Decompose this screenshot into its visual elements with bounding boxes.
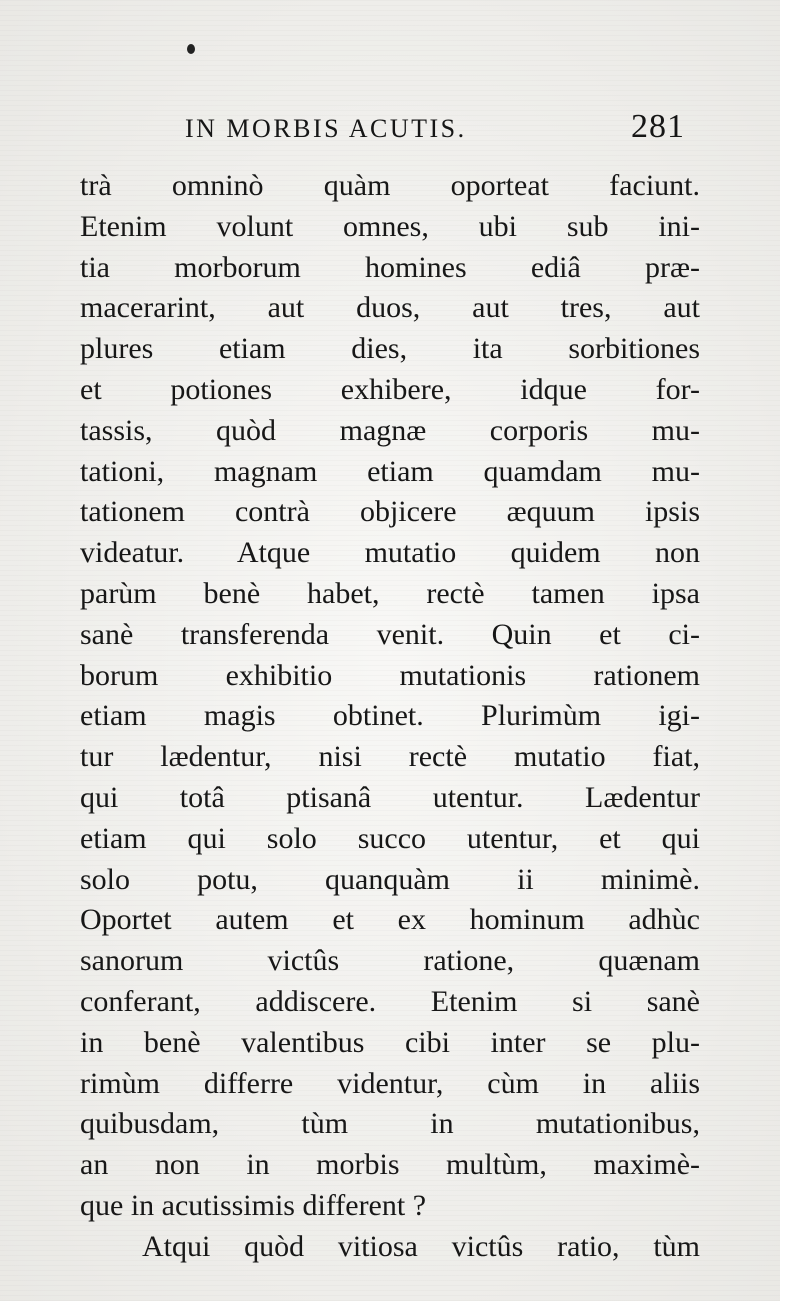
text-line: et potiones exhibere, idque for- <box>80 372 700 406</box>
text-line: solo potu, quanquàm ii minimè. <box>80 862 700 896</box>
text-line: borum exhibitio mutationis rationem <box>80 658 700 692</box>
text-line: sanè transferenda venit. Quin et ci- <box>80 617 700 651</box>
text-line: rimùm differre videntur, cùm in aliis <box>80 1066 700 1100</box>
text-line: in benè valentibus cibi inter se plu- <box>80 1025 700 1059</box>
text-line: trà omninò quàm oporteat faciunt. <box>80 169 700 202</box>
text-line: tationem contrà objicere æquum ipsis <box>80 495 700 529</box>
paragraph-start-line: Atqui quòd vitiosa victûs ratio, tùm <box>142 1229 700 1263</box>
text-line: tationi, magnam etiam quamdam mu- <box>80 454 700 488</box>
text-line: tia morborum homines ediâ præ- <box>80 250 700 284</box>
text-line: macerarint, aut duos, aut tres, aut <box>80 291 700 325</box>
text-line: Etenim volunt omnes, ubi sub ini- <box>80 209 700 243</box>
text-line: tassis, quòd magnæ corporis mu- <box>80 413 700 447</box>
text-line: videatur. Atque mutatio quidem non <box>80 536 700 570</box>
text-line: plures etiam dies, ita sorbitiones <box>80 332 700 366</box>
text-line: conferant, addiscere. Etenim si sanè <box>80 984 700 1018</box>
text-line: an non in morbis multùm, maximè- <box>80 1148 700 1182</box>
text-line: qui totâ ptisanâ utentur. Lædentur <box>80 780 700 814</box>
text-line: que in acutissimis different ? <box>80 1188 427 1222</box>
body-text <box>80 166 700 1268</box>
page-header <box>185 108 685 152</box>
text-line: tur lædentur, nisi rectè mutatio fiat, <box>80 740 700 774</box>
text-line: sanorum victûs ratione, quænam <box>80 944 700 978</box>
text-line: etiam qui solo succo utentur, et qui <box>80 821 700 855</box>
page-number: 281 <box>631 108 685 145</box>
ink-speck <box>187 44 195 54</box>
text-line: etiam magis obtinet. Plurimùm igi- <box>80 699 700 733</box>
text-line: quibusdam, tùm in mutationibus, <box>80 1107 700 1141</box>
running-title: IN MORBIS ACUTIS. <box>185 114 467 143</box>
page-margin <box>780 0 800 1301</box>
text-line: Oportet autem et ex hominum adhùc <box>80 903 700 937</box>
text-line: parùm benè habet, rectè tamen ipsa <box>80 576 700 610</box>
